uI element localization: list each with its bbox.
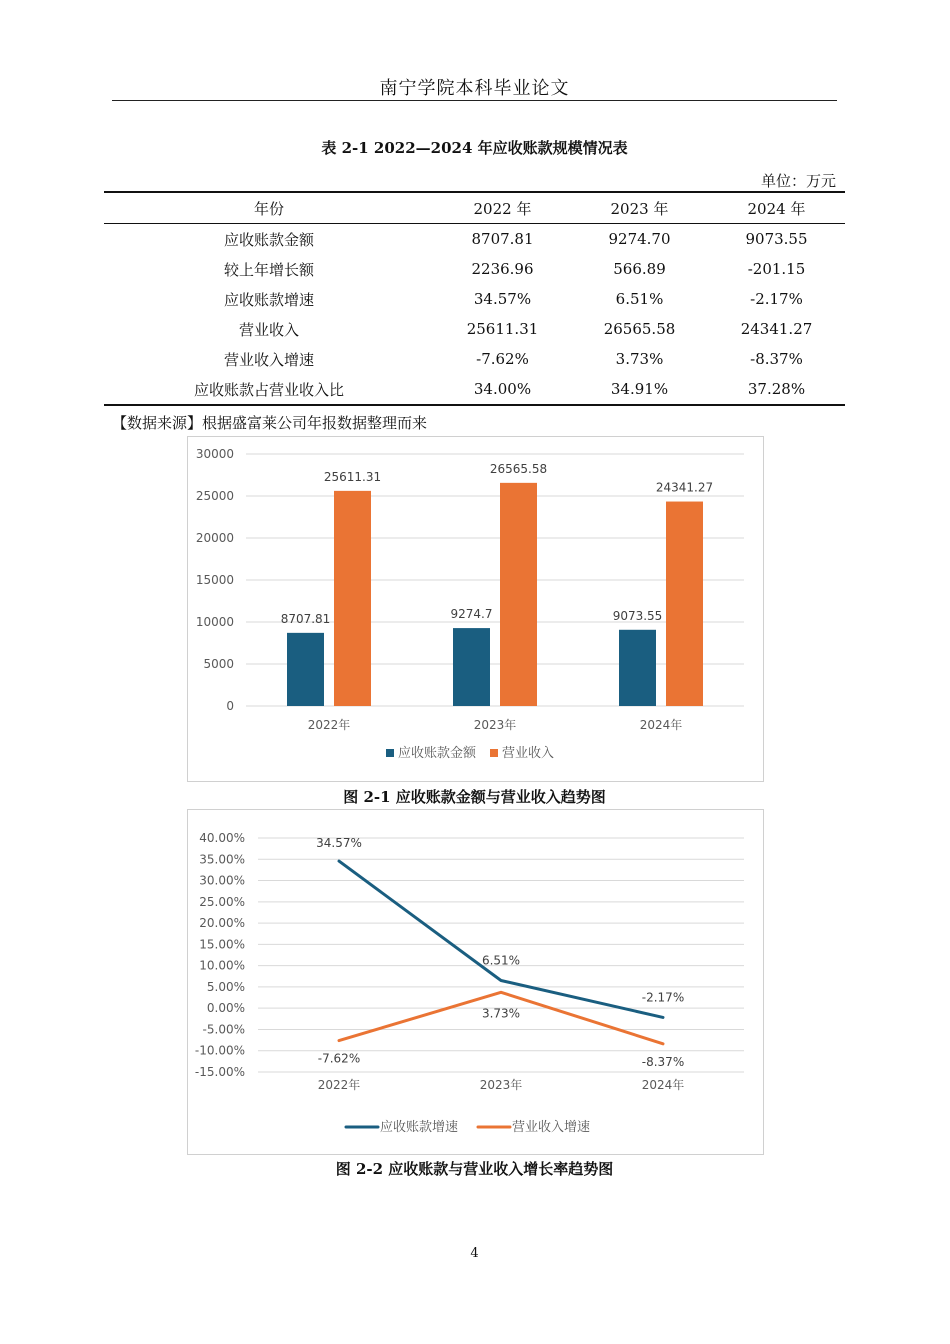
y-tick-label: 10.00% [199, 958, 245, 973]
bar [334, 491, 371, 706]
table-cell: 6.51% [615, 290, 664, 308]
series-line [339, 861, 663, 1017]
data-label: -2.17% [641, 990, 685, 1005]
data-label: 3.73% [481, 1006, 521, 1021]
bar-chart [188, 437, 763, 781]
bar-chart-container [187, 436, 764, 782]
row-label: 营业收入增速 [223, 350, 314, 369]
running-header: 南宁学院本科毕业论文 [379, 78, 570, 99]
column-header: 年份 [104, 192, 434, 224]
table-cell: 9073.55 [745, 230, 808, 248]
bar [287, 633, 324, 706]
data-label: 25611.31 [323, 469, 382, 484]
y-tick-label: -5.00% [202, 1022, 245, 1037]
data-label: 9274.7 [450, 607, 493, 622]
table-cell: 34.00% [434, 374, 571, 405]
y-tick-label: -15.00% [194, 1065, 245, 1079]
column-header: 2024 年 [708, 192, 845, 224]
table-cell: 37.28% [708, 374, 845, 405]
y-tick-label: 20.00% [199, 916, 245, 931]
y-tick-label: 15000 [195, 573, 234, 587]
table-cell: 566.89 [613, 260, 666, 278]
row-label: 应收账款增速 [223, 290, 314, 309]
column-header: 2022 年 [434, 192, 571, 224]
data-label: 34.57% [316, 836, 362, 851]
table-cell: 34.57% [473, 290, 532, 308]
y-tick-label: 15.00% [199, 937, 245, 952]
x-tick-label: 2022年 [317, 1078, 361, 1092]
bar [619, 630, 656, 706]
data-label: 24341.27 [655, 480, 714, 495]
legend-label: 应收账款金额 [398, 746, 477, 761]
table-row [104, 344, 845, 374]
y-tick-label: 30.00% [199, 873, 245, 888]
x-tick-label: 2022年 [307, 718, 351, 732]
y-tick-label: 25.00% [199, 894, 245, 909]
table-cell: 3.73% [615, 350, 664, 368]
legend-swatch [386, 749, 394, 757]
y-tick-label: 10000 [195, 615, 234, 629]
x-tick-label: 2024年 [639, 718, 683, 732]
table-caption: 表 2-1 2022—2024 年应收账款规模情况表 [321, 139, 628, 157]
data-label: -7.62% [317, 1051, 361, 1066]
table-cell: -7.62% [476, 350, 529, 368]
data-table [104, 191, 845, 406]
row-label: 较上年增长额 [223, 260, 314, 279]
data-label: 9073.55 [612, 608, 663, 623]
table-cell: 34.91% [571, 374, 708, 405]
y-tick-label: 5.00% [206, 979, 245, 994]
table-row [104, 374, 845, 405]
row-label: 营业收入 [238, 320, 299, 339]
y-tick-label: -10.00% [194, 1043, 245, 1058]
legend-label: 营业收入 [502, 746, 555, 761]
table-cell: 8707.81 [471, 230, 534, 248]
figure-caption-2: 图 2-2 应收账款与营业收入增长率趋势图 [335, 1160, 614, 1178]
table-cell: 2236.96 [471, 260, 534, 278]
x-tick-label: 2024年 [641, 1078, 685, 1092]
legend-label: 应收账款增速 [380, 1120, 459, 1135]
data-label: 8707.81 [280, 611, 331, 626]
column-header: 2023 年 [571, 192, 708, 224]
table-cell: -201.15 [747, 260, 806, 278]
y-tick-label: 0.00% [206, 1001, 245, 1016]
y-tick-label: 25000 [195, 489, 234, 503]
table-row [104, 254, 845, 284]
line-chart-container [187, 809, 764, 1155]
table-cell: 24341.27 [740, 320, 813, 338]
bar [453, 628, 490, 706]
data-label: 26565.58 [489, 461, 548, 476]
table-cell: 26565.58 [603, 320, 676, 338]
x-tick-label: 2023年 [473, 718, 517, 732]
table-cell: 9274.70 [608, 230, 671, 248]
table-cell: -2.17% [750, 290, 803, 308]
y-tick-label: 20000 [195, 531, 234, 545]
table-row [104, 284, 845, 314]
header-rule [112, 100, 837, 101]
figure-caption-1: 图 2-1 应收账款金额与营业收入趋势图 [343, 788, 606, 806]
bar [666, 502, 703, 706]
unit-note: 单位：万元 [760, 172, 836, 190]
table-header-row [104, 192, 845, 224]
table-cell: 25611.31 [466, 320, 539, 338]
table-row [104, 224, 845, 255]
page-number: 4 [470, 1246, 479, 1261]
y-tick-label: 35.00% [199, 852, 245, 867]
y-tick-label: 0 [226, 699, 234, 713]
row-label: 应收账款占营业收入比 [104, 374, 434, 405]
table-row [104, 314, 845, 344]
x-tick-label: 2023年 [479, 1078, 523, 1092]
table-source-note: 【数据来源】根据盛富莱公司年报数据整理而来 [112, 414, 428, 432]
bar [500, 483, 537, 706]
y-tick-label: 40.00% [199, 831, 245, 845]
data-label: -8.37% [641, 1054, 685, 1069]
legend-swatch [490, 749, 498, 757]
legend-label: 营业收入增速 [512, 1120, 591, 1135]
line-chart [188, 810, 763, 1154]
table-cell: -8.37% [750, 350, 803, 368]
y-tick-label: 30000 [195, 447, 234, 461]
data-label: 6.51% [481, 953, 521, 968]
y-tick-label: 5000 [203, 657, 234, 671]
row-label: 应收账款金额 [223, 230, 314, 249]
